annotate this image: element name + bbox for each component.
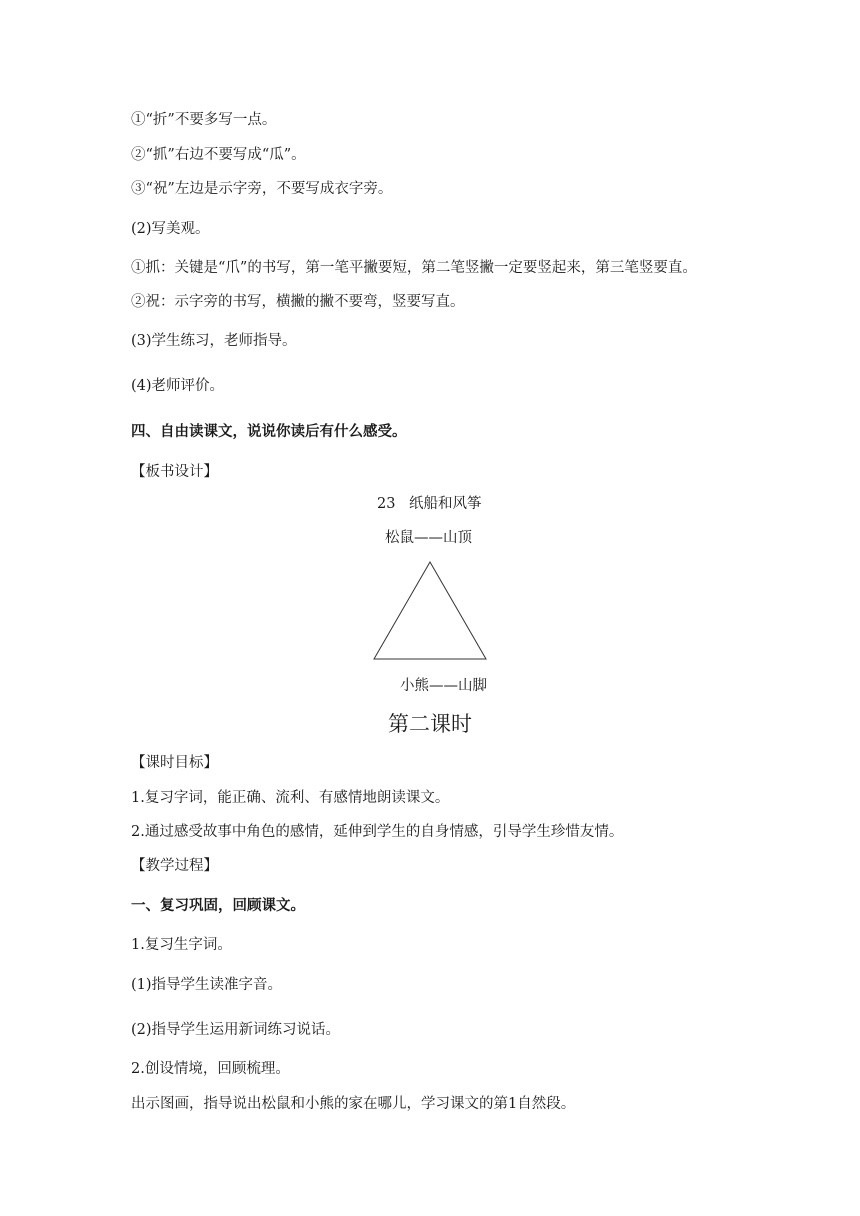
- goal-heading: 【课时目标】: [131, 755, 218, 771]
- section-heading: 四、自由读课文，说说你读后有什么感受。: [131, 424, 407, 440]
- list-item: (2)指导学生运用新词练习说话。: [131, 1022, 341, 1038]
- triangle-diagram: [370, 558, 490, 664]
- text-line: ③“祝”左边是示字旁，不要写成衣字旁。: [131, 181, 393, 197]
- board-lesson-number: 23: [377, 496, 396, 512]
- list-item: 1.复习生字词。: [131, 937, 232, 953]
- board-triangle: [370, 558, 490, 664]
- goal-item: 1.复习字词，能正确、流利、有感情地朗读课文。: [131, 790, 450, 806]
- board-top-label: 松鼠——山顶: [385, 530, 472, 546]
- text-line: (4)老师评价。: [131, 378, 225, 394]
- text-line: (3)学生练习，老师指导。: [131, 333, 297, 349]
- text-line: (2)写美观。: [131, 221, 210, 237]
- lesson-title: 第二课时: [388, 712, 472, 736]
- board-bottom-label: 小熊——山脚: [400, 678, 487, 694]
- board-design-heading: 【板书设计】: [131, 464, 218, 480]
- process-heading: 【教学过程】: [131, 858, 218, 874]
- text-line: ①抓：关键是“爪”的书写，第一笔平撇要短，第二笔竖撇一定要竖起来，第三笔竖要直。: [131, 260, 697, 276]
- text-line: ②“抓”右边不要写成“瓜”。: [131, 147, 306, 163]
- board-title: 纸船和风筝: [409, 496, 482, 512]
- goal-item: 2.通过感受故事中角色的感情，延伸到学生的自身情感，引导学生珍惜友情。: [131, 824, 624, 840]
- paragraph: 出示图画，指导说出松鼠和小熊的家在哪儿，学习课文的第1自然段。: [131, 1096, 576, 1112]
- list-item: (1)指导学生读准字音。: [131, 977, 283, 993]
- text-line: ①“折”不要多写一点。: [131, 112, 277, 128]
- list-item: 2.创设情境，回顾梳理。: [131, 1061, 290, 1077]
- text-line: ②祝：示字旁的书写，横撇的撇不要弯，竖要写直。: [131, 294, 465, 310]
- section-heading: 一、复习巩固，回顾课文。: [131, 898, 305, 914]
